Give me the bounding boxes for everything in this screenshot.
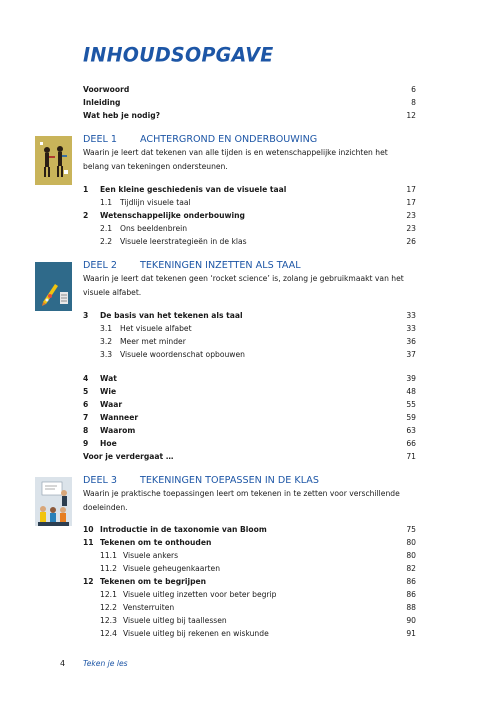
- toc-subentry[interactable]: [83, 549, 416, 563]
- toc-subentry[interactable]: [83, 235, 416, 249]
- part-number: DEEL 1: [83, 134, 118, 145]
- toc-entry-page: 59: [406, 413, 416, 422]
- toc-subentry[interactable]: [83, 322, 416, 336]
- toc-entry-number: 4: [83, 374, 89, 383]
- toc-entry-label: Wat heb je nodig?: [83, 111, 161, 120]
- toc-entry-page: 80: [406, 538, 416, 547]
- toc-entry-label: Inleiding: [83, 98, 121, 107]
- toc-entry-number: 12.4: [100, 629, 117, 638]
- toc-subentry[interactable]: [83, 588, 416, 602]
- toc-entry-number: 6: [83, 400, 89, 409]
- toc-entry-label: Een kleine geschiedenis van de visuele taal: [100, 185, 287, 194]
- toc-entry-label: Wetenschappelijke onderbouwing: [100, 211, 245, 220]
- toc-subentry[interactable]: [83, 601, 416, 615]
- toc-entry[interactable]: [83, 398, 416, 412]
- toc-entry-number: 2: [83, 211, 89, 220]
- toc-entry-page: 23: [406, 224, 416, 233]
- toc-entry-number: 11.1: [100, 551, 117, 560]
- toc-entry-page: 90: [406, 616, 416, 625]
- toc-entry-number: 7: [83, 413, 89, 422]
- toc-subentry[interactable]: [83, 335, 416, 349]
- toc-entry-label: Meer met minder: [120, 337, 186, 346]
- toc-entry[interactable]: [83, 209, 416, 223]
- toc-entry-page: 26: [406, 237, 416, 246]
- toc-entry[interactable]: [83, 385, 416, 399]
- toc-entry-number: 3.2: [100, 337, 113, 346]
- toc-entry-label: Het visuele alfabet: [120, 324, 192, 333]
- toc-entry-page: 48: [406, 387, 416, 396]
- toc-entry-number: 11.2: [100, 564, 117, 573]
- toc-entry[interactable]: [83, 83, 416, 97]
- toc-entry-label: Wat: [100, 374, 117, 383]
- toc-entry-label: Tekenen om te begrijpen: [100, 577, 207, 586]
- toc-entry-page: 33: [406, 311, 416, 320]
- part-description: Waarin je leert dat tekenen geen ‘rocket science’ is, zolang je gebruikmaakt van het visuele alfabet.: [83, 274, 404, 297]
- part-title: ACHTERGROND EN ONDERBOUWING: [140, 134, 318, 145]
- toc-entry-number: 12: [83, 577, 94, 586]
- toc-entry-label: Visuele geheugenkaarten: [123, 564, 221, 573]
- toc-entry-page: 66: [406, 439, 416, 448]
- page-title: INHOUDSOPGAVE: [83, 43, 274, 67]
- toc-entry-page: 37: [406, 350, 416, 359]
- toc-entry-number: 3.1: [100, 324, 113, 333]
- toc-entry-page: 71: [406, 452, 416, 461]
- toc-entry-number: 8: [83, 426, 89, 435]
- toc-entry-number: 12.2: [100, 603, 117, 612]
- toc-entry-label: De basis van het tekenen als taal: [100, 311, 243, 320]
- toc-entry-label: Voorwoord: [83, 85, 130, 94]
- toc-entry-page: 8: [411, 98, 416, 107]
- toc-entry-number: 2.1: [100, 224, 113, 233]
- toc-entry-label: Visuele ankers: [123, 551, 179, 560]
- toc-entry-label: Hoe: [100, 439, 117, 448]
- part-description: Waarin je praktische toepassingen leert om tekenen in te zetten voor verschillende doeleinden.: [83, 489, 400, 512]
- toc-entry-label: Waarom: [100, 426, 136, 435]
- toc-entry-label: Ons beeldenbrein: [120, 224, 188, 233]
- toc-entry[interactable]: [83, 536, 416, 550]
- toc-entry-label: Visuele leerstrategieën in de klas: [120, 237, 247, 246]
- part-2-thumbnail: [35, 262, 72, 311]
- toc-entry-page: 91: [406, 629, 416, 638]
- toc-entry[interactable]: [83, 411, 416, 425]
- toc-entry-page: 86: [406, 590, 416, 599]
- pencil-drawing-icon: [35, 262, 72, 311]
- toc-entry-page: 12: [406, 111, 416, 120]
- toc-entry-page: 17: [406, 198, 416, 207]
- toc-entry-page: 55: [406, 400, 416, 409]
- toc-entry-label: Visuele uitleg bij rekenen en wiskunde: [123, 629, 269, 638]
- toc-entry-number: 3.3: [100, 350, 113, 359]
- toc-entry-number: 5: [83, 387, 89, 396]
- part-title: TEKENINGEN TOEPASSEN IN DE KLAS: [140, 475, 319, 486]
- page-number: 4: [60, 659, 66, 668]
- toc-entry-number: 12.3: [100, 616, 117, 625]
- toc-entry-label: Vensterruiten: [123, 603, 175, 612]
- toc-entry[interactable]: [83, 575, 416, 589]
- toc-entry-label: Visuele uitleg bij taallessen: [123, 616, 227, 625]
- toc-entry-page: 39: [406, 374, 416, 383]
- toc-entry-page: 75: [406, 525, 416, 534]
- toc-entry-page: 33: [406, 324, 416, 333]
- toc-entry[interactable]: [83, 450, 416, 464]
- toc-entry[interactable]: [83, 372, 416, 386]
- toc-entry-label: Introductie in de taxonomie van Bloom: [100, 525, 267, 534]
- part-1-thumbnail: [35, 136, 72, 185]
- running-footer-title: Teken je les: [83, 659, 128, 668]
- toc-entry-number: 10: [83, 525, 94, 534]
- toc-entry-label: Tekenen om te onthouden: [100, 538, 212, 547]
- toc-entry-page: 6: [411, 85, 416, 94]
- toc-subentry[interactable]: [83, 562, 416, 576]
- toc-entry-page: 63: [406, 426, 416, 435]
- toc-entry[interactable]: [83, 183, 416, 197]
- toc-entry-page: 17: [406, 185, 416, 194]
- toc-entry-number: 3: [83, 311, 89, 320]
- hieroglyph-figures-icon: [35, 136, 72, 185]
- toc-subentry[interactable]: [83, 627, 416, 641]
- toc-subentry[interactable]: [83, 348, 416, 362]
- toc-entry-page: 82: [406, 564, 416, 573]
- toc-subentry[interactable]: [83, 222, 416, 236]
- toc-entry-page: 86: [406, 577, 416, 586]
- toc-entry-label: Tijdlijn visuele taal: [120, 198, 191, 207]
- part-3-thumbnail: [35, 477, 72, 526]
- classroom-teacher-icon: [35, 477, 72, 526]
- toc-entry-number: 12.1: [100, 590, 117, 599]
- toc-entry[interactable]: [83, 437, 416, 451]
- toc-entry-label: Visuele woordenschat opbouwen: [120, 350, 245, 359]
- toc-entry-label: Voor je verdergaat …: [83, 452, 174, 461]
- toc-entry[interactable]: [83, 96, 416, 110]
- part-title: TEKENINGEN INZETTEN ALS TAAL: [140, 260, 301, 271]
- part-number: DEEL 3: [83, 475, 118, 486]
- toc-entry-label: Visuele uitleg inzetten voor beter begrip: [123, 590, 277, 599]
- toc-entry-page: 88: [406, 603, 416, 612]
- toc-entry-label: Wanneer: [100, 413, 139, 422]
- toc-subentry[interactable]: [83, 614, 416, 628]
- toc-entry-label: Wie: [100, 387, 117, 396]
- toc-entry-number: 1.1: [100, 198, 113, 207]
- toc-entry[interactable]: [83, 109, 416, 123]
- part-description: Waarin je leert dat tekenen van alle tijden is en wetenschappelijke inzichten het belang van tekeningen ondersteunen.: [83, 148, 388, 171]
- toc-entry-page: 36: [406, 337, 416, 346]
- toc-entry-label: Waar: [100, 400, 123, 409]
- toc-entry-number: 1: [83, 185, 89, 194]
- toc-entry-page: 23: [406, 211, 416, 220]
- toc-entry-page: 80: [406, 551, 416, 560]
- toc-entry[interactable]: [83, 523, 416, 537]
- toc-entry[interactable]: [83, 309, 416, 323]
- toc-entry-number: 11: [83, 538, 94, 547]
- toc-subentry[interactable]: [83, 196, 416, 210]
- toc-entry[interactable]: [83, 424, 416, 438]
- part-number: DEEL 2: [83, 260, 118, 271]
- toc-entry-number: 9: [83, 439, 89, 448]
- toc-entry-number: 2.2: [100, 237, 113, 246]
